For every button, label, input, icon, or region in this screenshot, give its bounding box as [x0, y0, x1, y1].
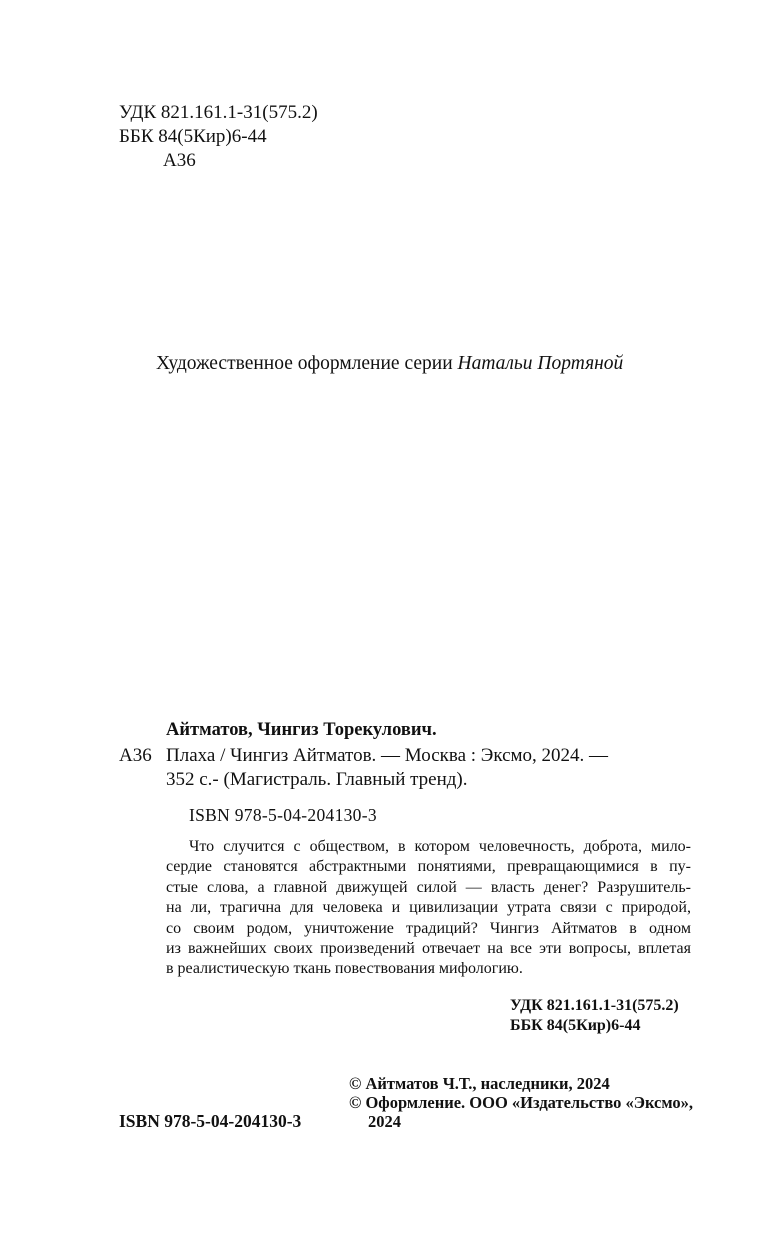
bbk-code-top: ББК 84(5Кир)6-44 [119, 126, 267, 147]
annotation-line: Что случится с обществом, в котором человечность, доброта, мило- [189, 838, 691, 855]
designer-name: Натальи Портяной [457, 353, 624, 374]
design-credit-prefix: Художественное оформление серии [156, 353, 458, 374]
annotation-line: в реалистическую ткань повествования мифологию. [166, 960, 523, 978]
annotation-paragraph [166, 837, 691, 980]
udk-code-bottom: УДК 821.161.1-31(575.2) [510, 997, 679, 1014]
isbn-record: ISBN 978-5-04-204130-3 [189, 805, 377, 825]
annotation-line: стые слова, а главной движущей силой — власть денег? Разрушитель- [166, 878, 691, 896]
bbk-code-bottom: ББК 84(5Кир)6-44 [510, 1017, 641, 1034]
annotation-line: со своим родом, уничтожение традиций? Чингиз Айтматов в одном [166, 919, 691, 937]
annotation-line: сердие становятся абстрактными понятиями, превращающимися в пу- [166, 858, 691, 876]
isbn-bottom: ISBN 978-5-04-204130-3 [119, 1111, 302, 1131]
copyright-design-year: 2024 [368, 1112, 401, 1131]
annotation-line: на ли, трагична для человека и цивилизации утрата связи с природой, [166, 899, 691, 917]
copyright-design: © Оформление. ООО «Издательство «Эксмо», [349, 1093, 694, 1112]
udk-code-top: УДК 821.161.1-31(575.2) [119, 102, 318, 123]
author-heading: Айтматов, Чингиз Торекулович. [166, 720, 437, 740]
author-mark-side: А36 [119, 745, 152, 766]
annotation-line: из важнейших своих произведений отвечает на все эти вопросы, вплетая [166, 940, 691, 958]
copyright-author: © Айтматов Ч.Т., наследники, 2024 [349, 1074, 610, 1093]
bibliographic-title-line-1: Плаха / Чингиз Айтматов. — Москва : Эксмо, 2024. — [166, 745, 609, 766]
author-mark-top: А36 [163, 150, 196, 171]
series-design-credit [156, 352, 623, 376]
bibliographic-title-line-2: 352 с.- (Магистраль. Главный тренд). [166, 769, 468, 790]
